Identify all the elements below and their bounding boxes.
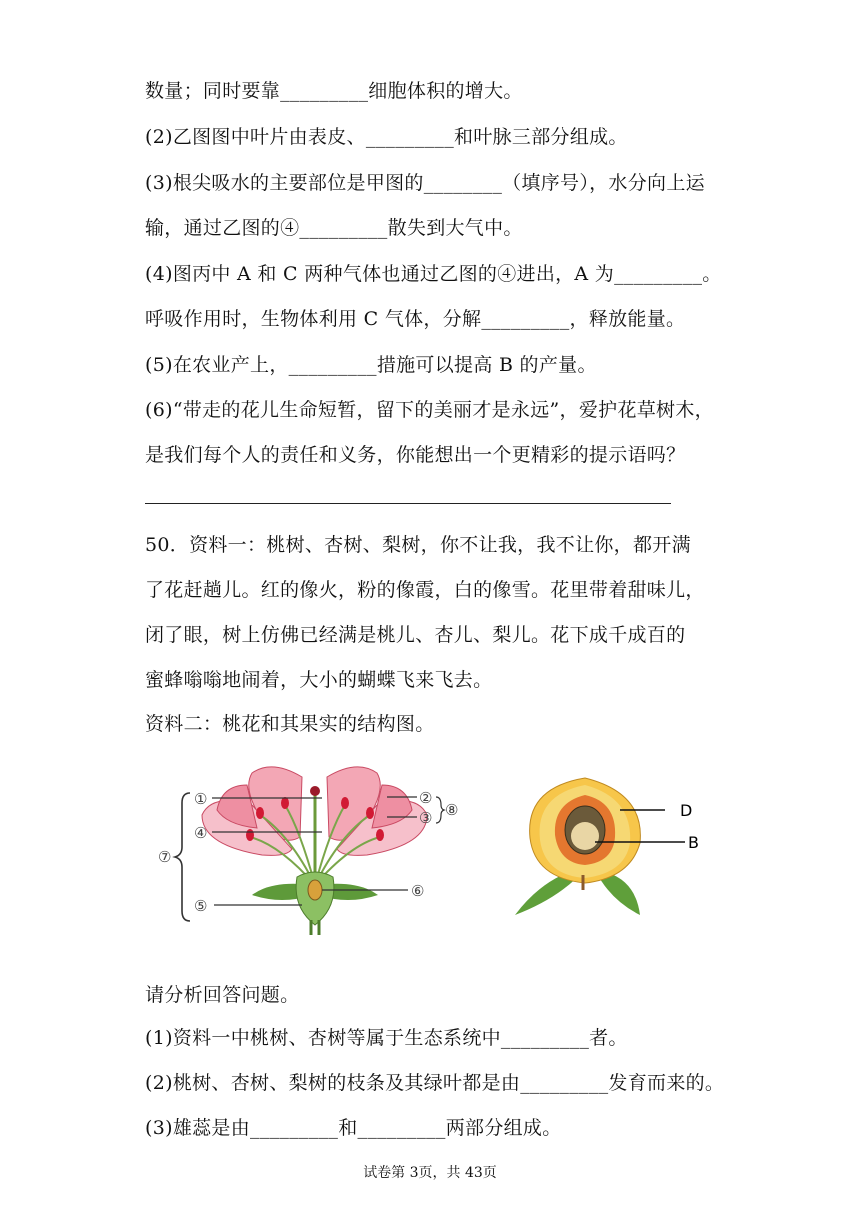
- text-line: (5)在农业产上，_________措施可以提高 B 的产量。: [145, 354, 597, 376]
- peach-flower-diagram: [152, 765, 472, 935]
- text-line: 闭了眼，树上仿佛已经满是桃儿、杏儿、梨儿。花下成千成百的: [145, 624, 686, 646]
- text-line: (1)资料一中桃树、杏树等属于生态系统中_________者。: [145, 1027, 628, 1049]
- page-footer: 试卷第 3页，共 43页: [363, 1165, 497, 1181]
- text-line: (6)“带走的花儿生命短暂，留下的美丽才是永远”，爱护花草树木，: [145, 399, 714, 421]
- answer-line: [145, 503, 671, 504]
- label-6: ⑥: [411, 882, 425, 900]
- label-b: B: [688, 833, 699, 852]
- label-1: ①: [194, 790, 208, 808]
- text-line: (3)雄蕊是由_________和_________两部分组成。: [145, 1117, 562, 1139]
- text-line: 50．资料一：桃树、杏树、梨树，你不让我，我不让你，都开满: [145, 534, 691, 556]
- peach-fruit-diagram: [510, 770, 710, 920]
- label-8: ⑧: [445, 801, 459, 819]
- label-3: ③: [419, 809, 433, 827]
- text-line: 呼吸作用时，生物体利用 C 气体，分解_________，释放能量。: [145, 308, 686, 330]
- text-line: 资料二：桃花和其果实的结构图。: [145, 713, 435, 735]
- text-line: 了花赶趟儿。红的像火，粉的像霞，白的像雪。花里带着甜味儿，: [145, 579, 705, 601]
- text-line: (2)乙图图中叶片由表皮、_________和叶脉三部分组成。: [145, 126, 628, 148]
- text-line: 请分析回答问题。: [145, 984, 300, 1006]
- text-line: 输，通过乙图的④_________散失到大气中。: [145, 217, 523, 239]
- text-line: 是我们每个人的责任和义务，你能想出一个更精彩的提示语吗？: [145, 444, 686, 466]
- label-5: ⑤: [194, 897, 208, 915]
- label-4: ④: [194, 824, 208, 842]
- label-7: ⑦: [158, 848, 172, 866]
- text-line: 数量；同时要靠_________细胞体积的增大。: [145, 80, 523, 102]
- text-line: (4)图丙中 A 和 C 两种气体也通过乙图的④进出，A 为_________。: [145, 263, 722, 285]
- text-line: (2)桃树、杏树、梨树的枝条及其绿叶都是由_________发育而来的。: [145, 1072, 725, 1094]
- label-d: D: [680, 801, 693, 820]
- label-2: ②: [419, 789, 433, 807]
- text-line: (3)根尖吸水的主要部位是甲图的________（填序号），水分向上运: [145, 172, 705, 194]
- text-line: 蜜蜂嗡嗡地闹着，大小的蝴蝶飞来飞去。: [145, 669, 493, 691]
